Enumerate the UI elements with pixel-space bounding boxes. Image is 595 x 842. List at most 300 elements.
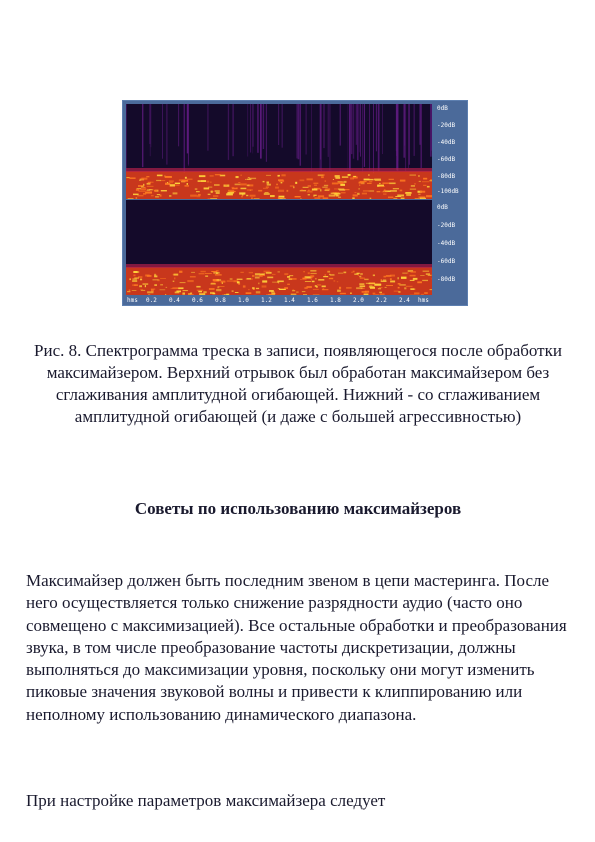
click-streak	[247, 104, 248, 157]
energy-speck	[141, 186, 144, 188]
energy-speck	[373, 293, 376, 294]
body-paragraph: Максимайзер должен быть последним звеном в цепи мастеринга. После него осуществляется только снижение разрядности аудио (часто оно совмещено с максимизацией). Все остальные обработки и преобразования звука, в том числе преобразование частоты дискретизации, должны выполняться до максимизации уровня, поскольку они могут изменить пиковые значения звуковой волны и привести к клиппированию или неполному использованию динамического диапазона.	[26, 571, 567, 724]
energy-speck	[322, 187, 327, 188]
energy-speck	[320, 189, 322, 191]
energy-speck	[201, 180, 206, 182]
click-streak	[328, 104, 329, 157]
energy-speck	[187, 179, 193, 181]
energy-speck	[426, 273, 430, 275]
energy-speck	[126, 177, 129, 178]
energy-speck	[295, 182, 297, 184]
energy-speck	[185, 185, 190, 186]
click-streak	[278, 104, 279, 145]
energy-speck	[418, 194, 420, 195]
energy-speck	[267, 184, 271, 186]
db-tick: -80dB	[437, 173, 456, 180]
energy-speck	[215, 190, 220, 192]
energy-speck	[398, 287, 400, 289]
energy-speck	[157, 175, 163, 177]
time-axis	[126, 296, 432, 305]
energy-speck	[133, 275, 135, 277]
energy-speck	[389, 179, 394, 180]
energy-speck	[314, 197, 320, 199]
energy-speck	[167, 182, 168, 183]
energy-speck	[281, 182, 283, 183]
click-streak	[396, 104, 397, 156]
energy-speck	[140, 279, 142, 281]
energy-speck	[154, 274, 156, 276]
energy-speck	[386, 285, 393, 286]
db-tick: -80dB	[437, 276, 456, 283]
energy-speck	[129, 278, 131, 280]
energy-speck	[424, 292, 428, 294]
energy-speck	[422, 181, 429, 182]
energy-speck	[173, 281, 175, 282]
click-streak	[184, 104, 185, 173]
energy-speck	[411, 185, 415, 186]
spectrogram-figure	[122, 100, 468, 306]
energy-speck	[155, 196, 159, 197]
energy-speck	[165, 294, 166, 295]
energy-speck	[256, 291, 260, 293]
time-tick: hms	[127, 297, 138, 304]
energy-speck	[400, 190, 403, 192]
energy-speck	[187, 183, 188, 185]
energy-speck	[315, 285, 317, 287]
energy-speck	[178, 287, 183, 289]
energy-speck	[263, 181, 265, 182]
energy-speck	[141, 290, 145, 291]
energy-speck	[258, 283, 259, 285]
energy-speck	[398, 283, 401, 284]
energy-speck	[241, 188, 247, 190]
energy-speck	[384, 276, 387, 278]
energy-speck	[271, 293, 275, 294]
energy-speck	[129, 290, 131, 291]
energy-speck	[209, 288, 215, 290]
energy-speck	[207, 181, 210, 183]
energy-speck	[149, 189, 152, 190]
click-streak	[253, 104, 254, 147]
energy-speck	[189, 294, 194, 295]
energy-speck	[346, 287, 352, 288]
energy-speck	[216, 289, 221, 291]
energy-speck	[160, 284, 163, 285]
energy-speck	[405, 192, 411, 194]
energy-speck	[352, 197, 354, 199]
energy-speck	[378, 288, 381, 289]
click-streak	[397, 104, 398, 161]
energy-speck	[418, 175, 420, 176]
energy-speck	[420, 191, 425, 193]
energy-speck	[278, 190, 284, 192]
db-scale-bottom	[434, 200, 467, 295]
energy-speck	[364, 279, 368, 280]
energy-speck	[414, 292, 419, 294]
click-streak	[405, 104, 406, 171]
energy-speck	[350, 293, 352, 295]
energy-speck	[235, 184, 241, 186]
energy-speck	[341, 192, 346, 193]
energy-speck	[313, 196, 315, 197]
energy-speck	[211, 283, 216, 285]
energy-speck	[198, 194, 201, 196]
energy-speck	[393, 188, 399, 189]
energy-speck	[290, 278, 297, 279]
energy-speck	[232, 290, 234, 292]
spectrogram-top-panel	[126, 104, 432, 199]
energy-speck	[145, 192, 152, 194]
energy-speck	[344, 272, 347, 274]
energy-speck	[214, 184, 220, 186]
energy-speck	[198, 180, 201, 182]
energy-speck	[338, 182, 343, 184]
energy-speck	[146, 176, 149, 177]
energy-speck	[174, 274, 179, 276]
energy-speck	[266, 175, 271, 176]
energy-speck	[278, 288, 280, 289]
energy-speck	[136, 189, 139, 191]
energy-speck	[171, 288, 173, 289]
energy-speck	[332, 183, 338, 185]
click-streak	[414, 104, 415, 156]
energy-speck	[160, 289, 166, 290]
energy-speck	[217, 279, 222, 280]
energy-speck	[360, 181, 367, 182]
energy-speck	[241, 196, 243, 198]
energy-speck	[313, 289, 319, 290]
energy-speck	[421, 294, 424, 295]
energy-speck	[236, 176, 239, 178]
energy-speck	[430, 289, 433, 290]
energy-speck	[205, 276, 208, 277]
energy-speck	[374, 179, 381, 181]
energy-speck	[258, 190, 262, 192]
energy-speck	[415, 183, 416, 185]
energy-speck	[210, 198, 217, 199]
energy-speck	[216, 192, 220, 194]
click-streak	[298, 104, 300, 159]
energy-speck	[262, 285, 267, 287]
energy-speck	[406, 286, 413, 287]
energy-speck	[307, 178, 313, 180]
energy-speck	[145, 275, 150, 277]
energy-speck	[173, 192, 178, 194]
energy-speck	[317, 284, 321, 286]
energy-speck	[139, 285, 142, 287]
energy-speck	[228, 190, 234, 192]
energy-speck	[350, 177, 354, 179]
energy-speck	[183, 290, 188, 291]
section-title: Советы по использованию максимайзеров	[134, 499, 462, 518]
energy-speck	[266, 295, 271, 296]
energy-speck	[134, 284, 138, 286]
energy-speck	[272, 274, 276, 275]
energy-speck	[238, 182, 240, 183]
energy-speck	[351, 272, 353, 273]
energy-speck	[134, 277, 139, 279]
energy-speck	[303, 294, 307, 295]
energy-speck	[252, 275, 254, 277]
click-streak	[208, 104, 209, 151]
energy-speck	[210, 175, 214, 177]
time-tick: 2.4	[399, 297, 410, 304]
energy-speck	[170, 184, 175, 186]
energy-speck	[154, 190, 157, 192]
energy-speck	[330, 274, 335, 275]
energy-speck	[308, 194, 310, 195]
energy-speck	[129, 177, 135, 179]
energy-speck	[160, 278, 166, 279]
energy-speck	[254, 198, 260, 199]
click-streak	[311, 104, 312, 172]
energy-speck	[270, 195, 275, 197]
time-tick: 0.6	[192, 297, 203, 304]
click-streak	[357, 104, 358, 160]
energy-speck	[360, 285, 366, 287]
energy-speck	[324, 185, 328, 186]
energy-speck	[278, 179, 284, 181]
energy-speck	[404, 287, 406, 289]
energy-speck	[313, 195, 316, 196]
energy-speck	[368, 174, 370, 176]
energy-speck	[325, 188, 330, 190]
click-streak	[260, 104, 262, 159]
energy-speck	[426, 195, 432, 197]
click-streak	[151, 104, 152, 147]
energy-speck	[314, 185, 317, 186]
energy-speck	[339, 190, 345, 191]
energy-speck	[197, 290, 203, 291]
energy-speck	[248, 289, 249, 290]
energy-speck	[213, 195, 218, 197]
energy-speck	[137, 188, 142, 189]
energy-speck	[315, 278, 316, 279]
db-tick: -20dB	[437, 122, 456, 129]
energy-speck	[144, 187, 146, 188]
click-streak	[323, 104, 324, 148]
energy-speck	[410, 189, 416, 190]
energy-speck	[337, 290, 341, 292]
energy-speck	[293, 187, 295, 189]
energy-speck	[430, 179, 432, 180]
energy-speck	[141, 178, 147, 180]
band-edge	[126, 264, 432, 268]
energy-speck	[215, 174, 221, 175]
energy-speck	[262, 280, 267, 282]
energy-speck	[300, 279, 302, 280]
energy-speck	[369, 283, 376, 285]
energy-speck	[323, 276, 328, 277]
energy-speck	[148, 294, 150, 295]
energy-speck	[196, 191, 200, 192]
energy-speck	[205, 273, 212, 274]
energy-speck	[423, 271, 430, 272]
energy-speck	[232, 188, 238, 190]
energy-speck	[153, 279, 159, 280]
energy-speck	[382, 191, 388, 192]
energy-speck	[172, 287, 178, 289]
energy-speck	[373, 295, 379, 296]
energy-speck	[364, 179, 370, 181]
energy-speck	[400, 180, 406, 182]
energy-speck	[393, 198, 397, 199]
energy-speck	[266, 187, 269, 188]
energy-speck	[375, 284, 381, 286]
energy-speck	[422, 280, 428, 281]
energy-speck	[360, 278, 365, 279]
energy-speck	[379, 186, 385, 187]
energy-speck	[204, 188, 210, 190]
energy-speck	[395, 196, 401, 197]
energy-speck	[145, 285, 146, 287]
energy-speck	[296, 292, 299, 293]
energy-speck	[379, 183, 381, 184]
energy-speck	[245, 179, 246, 180]
energy-speck	[379, 292, 382, 293]
click-streak	[376, 104, 377, 151]
energy-speck	[227, 280, 234, 281]
energy-speck	[369, 181, 372, 182]
energy-speck	[240, 272, 243, 273]
energy-speck	[370, 198, 372, 199]
energy-speck	[255, 277, 260, 279]
energy-speck	[305, 281, 311, 282]
db-tick: -100dB	[437, 188, 459, 195]
energy-speck	[389, 183, 395, 185]
energy-speck	[359, 283, 364, 284]
energy-speck	[175, 292, 180, 294]
energy-speck	[143, 184, 144, 186]
energy-speck	[398, 291, 400, 293]
energy-speck	[429, 180, 432, 181]
energy-speck	[415, 198, 421, 199]
energy-speck	[190, 276, 196, 277]
energy-speck	[180, 282, 186, 283]
energy-speck	[310, 275, 314, 277]
energy-speck	[169, 180, 174, 182]
energy-speck	[342, 176, 348, 177]
energy-speck	[413, 278, 417, 280]
energy-speck	[402, 273, 407, 274]
energy-speck	[279, 198, 285, 199]
energy-speck	[373, 275, 375, 277]
energy-speck	[269, 290, 274, 292]
energy-speck	[276, 184, 278, 186]
energy-speck	[174, 185, 179, 186]
energy-speck	[203, 291, 206, 293]
time-tick: 1.0	[238, 297, 249, 304]
energy-speck	[182, 180, 188, 182]
energy-speck	[133, 194, 139, 196]
energy-speck	[380, 293, 385, 295]
energy-speck	[291, 294, 297, 295]
click-streak	[430, 104, 431, 157]
click-streak	[348, 104, 349, 171]
energy-speck	[290, 186, 294, 187]
energy-speck	[419, 181, 421, 182]
energy-speck	[383, 193, 386, 194]
db-tick: 0dB	[437, 105, 448, 112]
energy-speck	[251, 198, 253, 200]
energy-speck	[210, 292, 215, 294]
click-streak	[378, 104, 380, 172]
energy-speck	[390, 278, 392, 280]
time-tick: 1.2	[261, 297, 272, 304]
energy-speck	[334, 193, 338, 195]
energy-speck	[423, 185, 426, 186]
energy-speck	[390, 281, 395, 283]
spectrogram-top-image	[126, 104, 432, 199]
energy-speck	[147, 186, 154, 187]
energy-speck	[199, 293, 205, 295]
energy-speck	[156, 180, 161, 181]
energy-speck	[328, 271, 330, 272]
click-streak	[296, 104, 298, 158]
energy-speck	[281, 174, 285, 176]
click-streak	[421, 104, 422, 168]
energy-speck	[410, 175, 417, 176]
energy-speck	[287, 284, 290, 285]
click-streak	[329, 104, 330, 172]
energy-speck	[310, 270, 316, 272]
energy-speck	[333, 179, 334, 180]
energy-speck	[225, 184, 227, 185]
energy-speck	[383, 279, 386, 281]
energy-speck	[132, 290, 137, 291]
time-tick: 1.4	[284, 297, 295, 304]
energy-speck	[246, 292, 252, 294]
energy-speck	[334, 280, 336, 281]
energy-speck	[132, 280, 137, 282]
click-streak	[382, 104, 383, 154]
energy-speck	[256, 288, 259, 289]
db-tick: -40dB	[437, 240, 456, 247]
energy-speck	[199, 273, 205, 274]
energy-speck	[323, 197, 329, 199]
energy-speck	[401, 277, 407, 279]
click-streak	[403, 104, 405, 158]
energy-speck	[240, 183, 247, 185]
energy-speck	[174, 277, 175, 279]
energy-speck	[287, 276, 290, 278]
energy-speck	[198, 291, 202, 293]
energy-speck	[338, 273, 343, 274]
energy-speck	[410, 275, 416, 277]
click-streak	[250, 104, 251, 153]
click-streak	[364, 104, 365, 167]
click-streak	[373, 104, 374, 173]
energy-speck	[310, 273, 316, 274]
energy-speck	[356, 287, 362, 289]
time-tick: 1.8	[330, 297, 341, 304]
energy-speck	[292, 290, 295, 291]
energy-speck	[169, 195, 171, 196]
energy-speck	[300, 199, 301, 200]
click-streak	[228, 104, 229, 160]
energy-speck	[381, 279, 382, 281]
energy-speck	[359, 188, 360, 190]
energy-speck	[329, 278, 333, 279]
energy-speck	[211, 191, 213, 193]
energy-speck	[187, 280, 193, 282]
energy-speck	[390, 190, 397, 191]
energy-speck	[335, 175, 340, 177]
energy-speck	[318, 279, 324, 280]
energy-speck	[302, 278, 306, 280]
db-tick: 0dB	[437, 204, 448, 211]
time-tick: 0.4	[169, 297, 180, 304]
